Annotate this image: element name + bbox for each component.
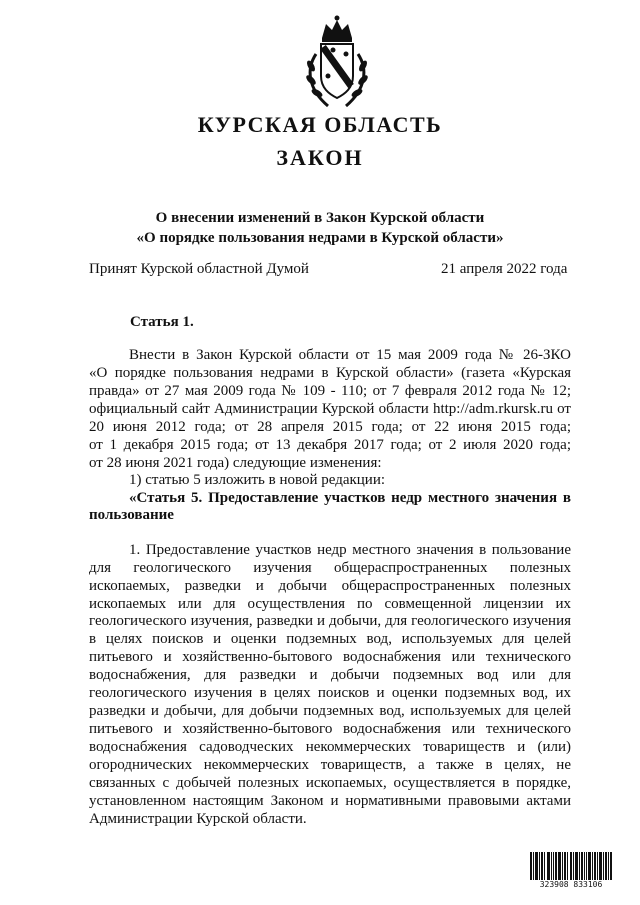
body-line: правда» от 27 мая 2009 года № 109 - 110; от 7 февраля 2012 года № 12; (89, 383, 571, 399)
body-line: питьевого и хозяйственно-бытового водоснабжения или технического (89, 721, 571, 737)
coat-of-arms-icon (302, 14, 372, 110)
body-line: для геологического изучения общераспространенных полезных (89, 560, 571, 576)
body-line: связанных с добычей полезных ископаемых, осуществляется в порядке, (89, 775, 571, 791)
new-article-heading-line-1: «Статья 5. Предоставление участков недр местного значения в (129, 490, 571, 506)
body-line: ископаемых, разведки и добычи общераспространенных полезных (89, 578, 571, 594)
body-line: огороднических некоммерческих товариществ, а также в целях, не (89, 757, 571, 773)
body-line: от 28 июня 2021 года) следующие изменения: (89, 455, 382, 471)
body-line: 1. Предоставление участков недр местного значения в пользование (129, 542, 571, 558)
body-line: «О порядке пользования недрами в Курской области» (газета «Курская (89, 365, 571, 381)
body-line: от 1 декабря 2015 года; от 13 декабря 2017 года; от 2 июля 2020 года; (89, 437, 571, 453)
body-line: геологического изучения в целях поисков и оценки подземных вод, их (89, 685, 571, 701)
adoption-date: 21 апреля 2022 года (441, 261, 568, 277)
barcode-number: 323908 833106 (528, 880, 614, 889)
article-heading: Статья 1. (130, 314, 194, 330)
body-line: Администрации Курской области. (89, 811, 307, 827)
document-type-heading: ЗАКОН (276, 145, 364, 170)
region-heading: КУРСКАЯ ОБЛАСТЬ (197, 112, 443, 137)
body-line: питьевого и хозяйственно-бытового водоснабжения или технического (89, 649, 571, 665)
adoption-text: Принят Курской областной Думой (89, 261, 309, 277)
law-title-line-2: «О порядке пользования недрами в Курской области» (136, 230, 504, 246)
body-line: 20 июня 2012 года; от 28 апреля 2015 года; от 22 июня 2015 года; (89, 419, 571, 435)
amendment-item: 1) статью 5 изложить в новой редакции: (129, 472, 386, 488)
new-article-heading-line-2: пользование (89, 507, 174, 523)
body-line: официальный сайт Администрации Курской области http://adm.rkursk.ru от (89, 401, 571, 417)
body-line: в целях поисков и оценки подземных вод, используемых для целей (89, 631, 571, 647)
body-line: установленном настоящим Законом и нормативными правовыми актами (89, 793, 571, 809)
body-line: водоснабжения, для разведки и добычи подземных вод или для (89, 667, 571, 683)
body-line: Внести в Закон Курской области от 15 мая 2009 года № 26-ЗКО (129, 347, 571, 363)
law-title-line-1: О внесении изменений в Закон Курской области (155, 210, 485, 226)
body-line: ископаемых или для осуществления по совмещенной лицензии их (89, 596, 571, 612)
body-line: геологического изучения, разведки и добычи, для геологического изучения (89, 613, 571, 629)
body-line: водоснабжения садоводческих некоммерческих товариществ и (или) (89, 739, 571, 755)
body-line: разведки и добычи, для добычи подземных вод, используемых для целей (89, 703, 571, 719)
